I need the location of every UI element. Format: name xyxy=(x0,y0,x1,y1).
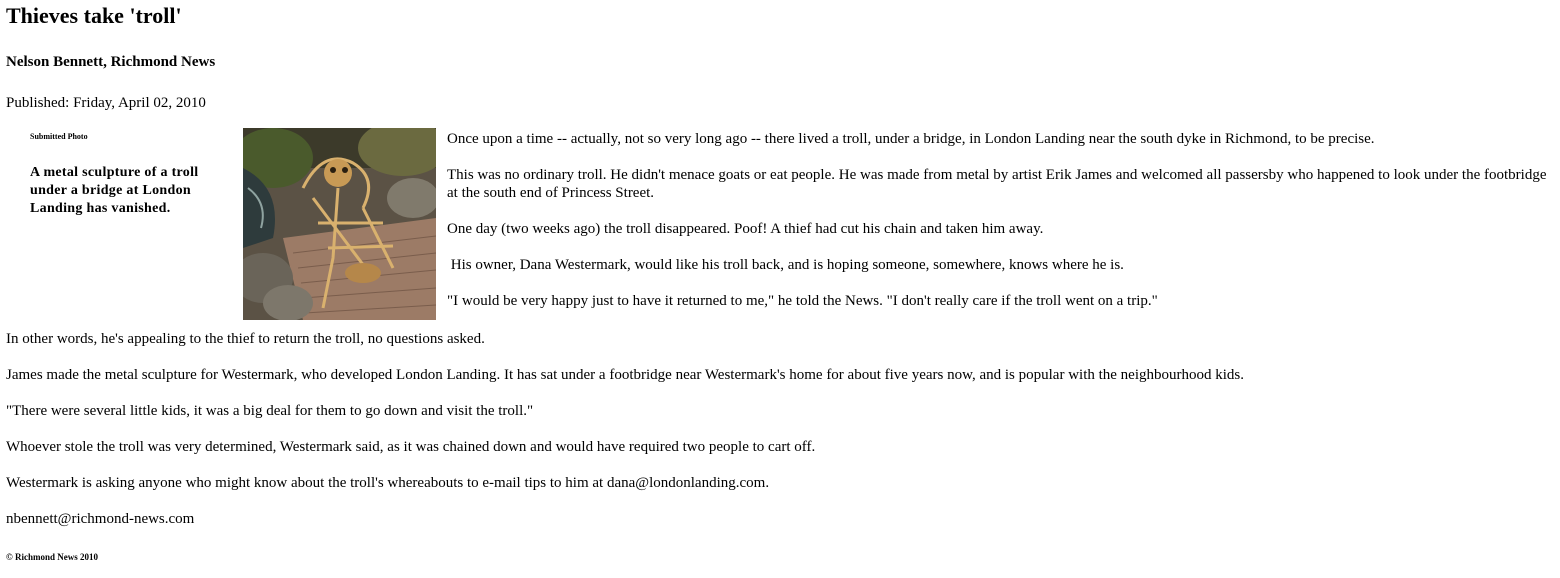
paragraph: James made the metal sculpture for Westermark, who developed London Landing. It has sat under a footbridge near Westermark's home for about five years now, and is popular with the neighbourhood kids. xyxy=(6,367,1245,383)
paragraph: Once upon a time -- actually, not so very long ago -- there lived a troll, under a bridge, in London Landing near the south dyke in Richmond, to be precise. xyxy=(447,131,1375,147)
troll-sculpture-photo xyxy=(243,128,436,320)
paragraph: In other words, he's appealing to the thief to return the troll, no questions asked. xyxy=(6,331,485,347)
paragraph: His owner, Dana Westermark, would like his troll back, and is hoping someone, somewhere, knows where he is. xyxy=(447,257,1124,273)
paragraph: One day (two weeks ago) the troll disappeared. Poof! A thief had cut his chain and taken him away. xyxy=(447,221,1044,237)
copyright: © Richmond News 2010 xyxy=(6,552,98,562)
byline: Nelson Bennett, Richmond News xyxy=(6,54,216,70)
article-body-wrapped xyxy=(447,130,1554,328)
paragraph: Westermark is asking anyone who might know about the troll's whereabouts to e-mail tips to him at dana@londonlanding.com. xyxy=(6,475,770,491)
article-title: Thieves take 'troll' xyxy=(6,3,182,28)
photo-credit: Submitted Photo xyxy=(30,132,88,141)
paragraph: This was no ordinary troll. He didn't menace goats or eat people. He was made from metal by artist Erik James and welcomed all passersby who happened to look under the footbridge at the south end of Princess Street. xyxy=(447,167,1547,201)
article-body-full xyxy=(6,330,1554,546)
photo-caption: A metal sculpture of a troll under a bridge at London Landing has vanished. xyxy=(30,165,199,216)
photo-illustration xyxy=(243,128,436,320)
photo-caption-box xyxy=(30,130,206,218)
published-date: Published: Friday, April 02, 2010 xyxy=(6,95,206,111)
author-email: nbennett@richmond-news.com xyxy=(6,511,195,527)
paragraph: "I would be very happy just to have it returned to me," he told the News. "I don't really care if the troll went on a trip." xyxy=(447,293,1158,309)
paragraph: Whoever stole the troll was very determined, Westermark said, as it was chained down and would have required two people to cart off. xyxy=(6,439,816,455)
paragraph: "There were several little kids, it was a big deal for them to go down and visit the troll." xyxy=(6,403,534,419)
